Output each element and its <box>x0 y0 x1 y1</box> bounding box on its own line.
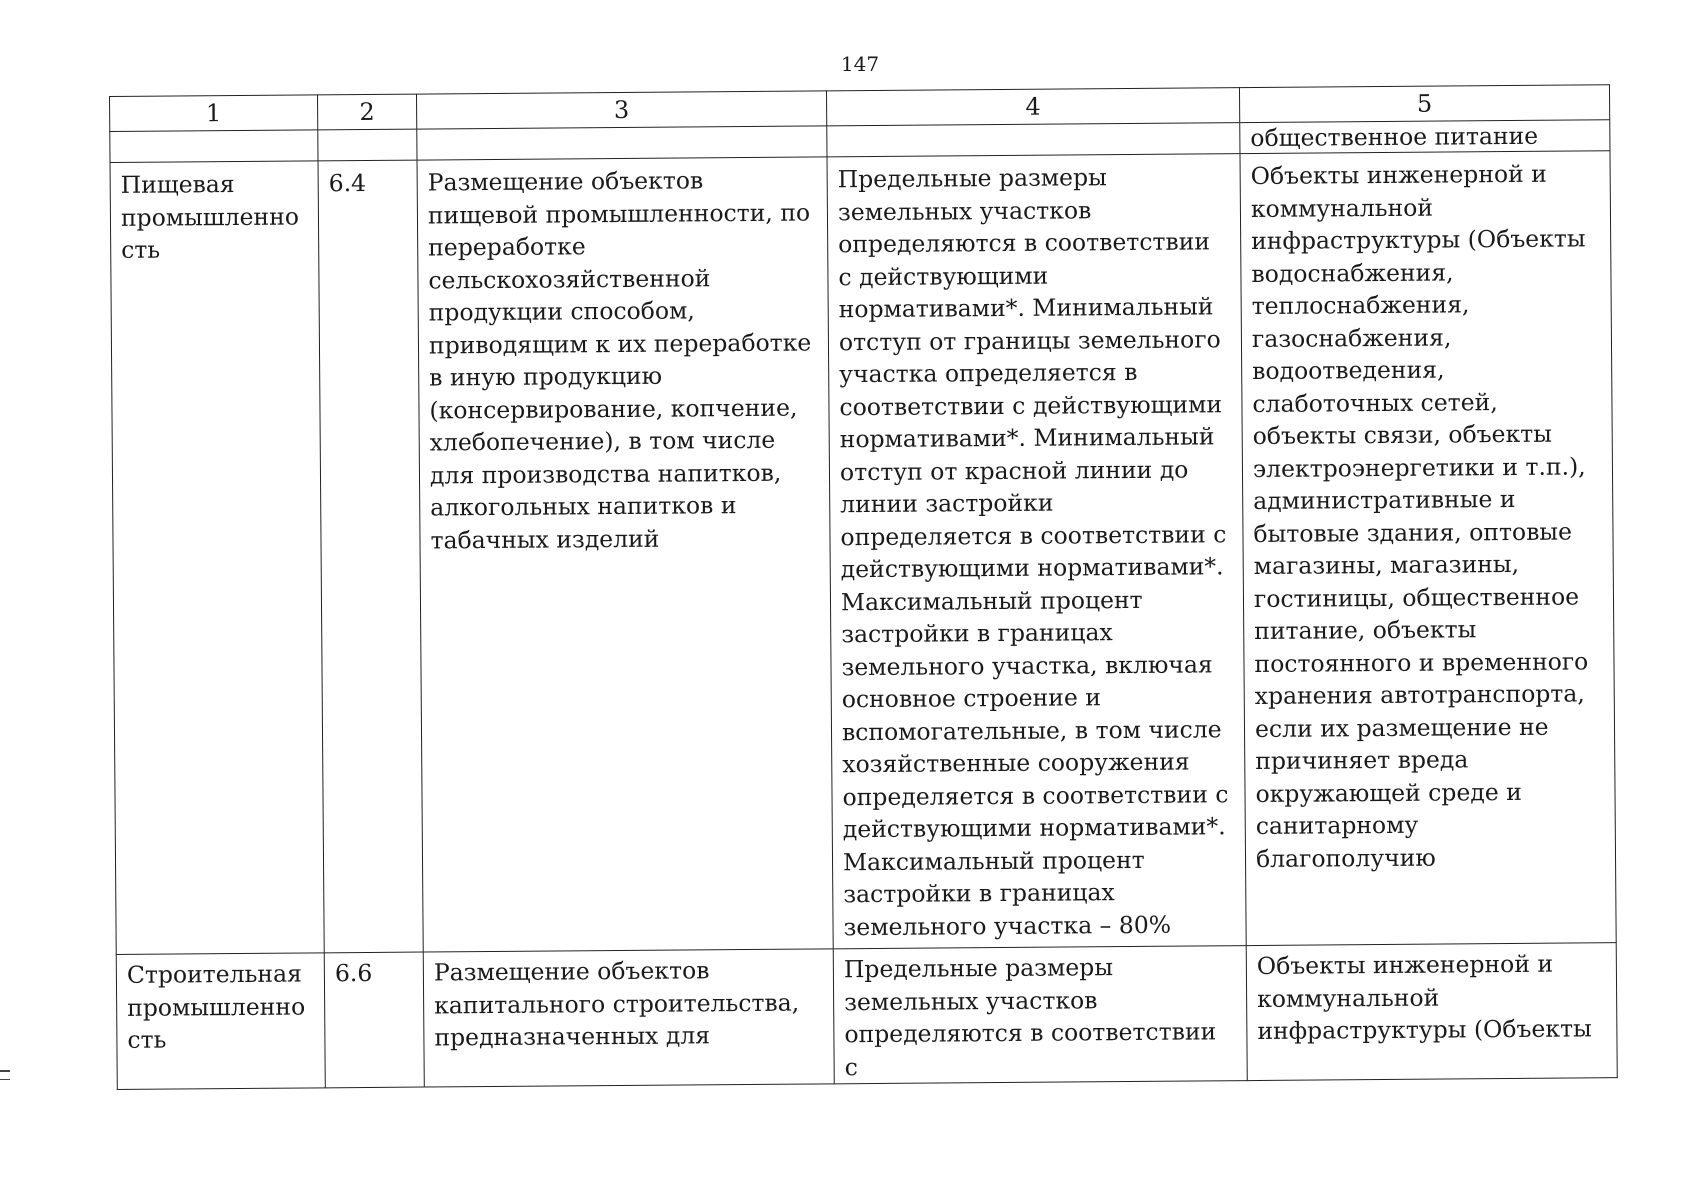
land-use-description <box>423 949 834 1087</box>
table-row <box>110 151 1616 955</box>
column-number-1: 1 <box>110 95 318 132</box>
column-number-4: 4 <box>826 88 1239 126</box>
land-use-name <box>116 953 325 1090</box>
land-use-table <box>109 84 1618 1090</box>
continuation-cell-2 <box>318 129 417 161</box>
continuation-cell-1 <box>110 130 318 163</box>
continuation-cell-3 <box>417 126 827 160</box>
land-use-auxiliary <box>1246 943 1617 1081</box>
land-use-code <box>324 952 424 1088</box>
land-use-auxiliary-text: Объекты инженерной и коммунальной инфраструктуры (Объекты водоснабжения, теплоснабжения, газоснабжения, водоотведения, слаботочных сетей, объекты связи, объекты электроэнергетики и т.п.), административные и бытовые здания, оптовые магазины, магазины, гостиницы, общественное питание, объекты постоянного и временного хранения автотранспорта, если их размещение не причиняет вреда окружающей среде и санитарному благополучию <box>1250 159 1589 873</box>
land-use-auxiliary-text: Объекты инженерной и коммунальной инфраструктуры (Объекты <box>1256 949 1592 1046</box>
column-number-3: 3 <box>416 91 826 129</box>
continuation-cell-4 <box>827 123 1240 157</box>
land-use-code <box>318 160 423 953</box>
table-row <box>116 943 1617 1090</box>
scan-edge-mark <box>0 1070 10 1092</box>
document-table-sheet <box>109 84 1617 1090</box>
land-use-description <box>417 157 833 952</box>
page-number: 147 <box>840 52 880 76</box>
land-use-name-text: Строительная промышленность <box>126 959 306 1054</box>
land-use-name-text: Пищевая промышленность <box>120 170 300 264</box>
column-number-5: 5 <box>1239 85 1609 123</box>
continuation-cell-5: общественное питание <box>1240 120 1610 154</box>
land-use-description-text: Размещение объектов пищевой промышленности, по переработке сельскохозяйственной продукции способом, приводящим к их переработке в иную продукцию (консервирование, копчение, хлебопечение), в том числе для производства напитков, алкогольных напитков и табачных изделий <box>427 166 812 554</box>
land-use-parameters <box>833 946 1247 1084</box>
column-number-2: 2 <box>317 94 416 130</box>
land-use-code-text: 6.4 <box>328 168 367 198</box>
land-use-parameters-text: Предельные размеры земельных участков определяются в соответствии с <box>843 953 1217 1081</box>
land-use-description-text: Размещение объектов капитального строительства, предназначенных для <box>433 956 800 1052</box>
land-use-parameters-text: Предельные размеры земельных участков определяются в соответствии с действующими нормативами*. Минимальный отступ от границы земельного участка определяется в соответствии с действующими нормативами*. Минимальный отступ от красной линии до линии застройки определяется в соответствии с действующими нормативами*. Максимальный процент застройки в границах земельного участка, включая основное строение и вспомогательные, в том числе хозяйственные сооружения определяется в соответствии с действующими нормативами*. Максимальный процент застройки в границах земельного участка – 80% <box>837 163 1229 941</box>
land-use-parameters <box>827 154 1246 949</box>
land-use-auxiliary <box>1240 151 1616 946</box>
land-use-name <box>110 161 324 955</box>
land-use-code-text: 6.6 <box>334 958 373 988</box>
